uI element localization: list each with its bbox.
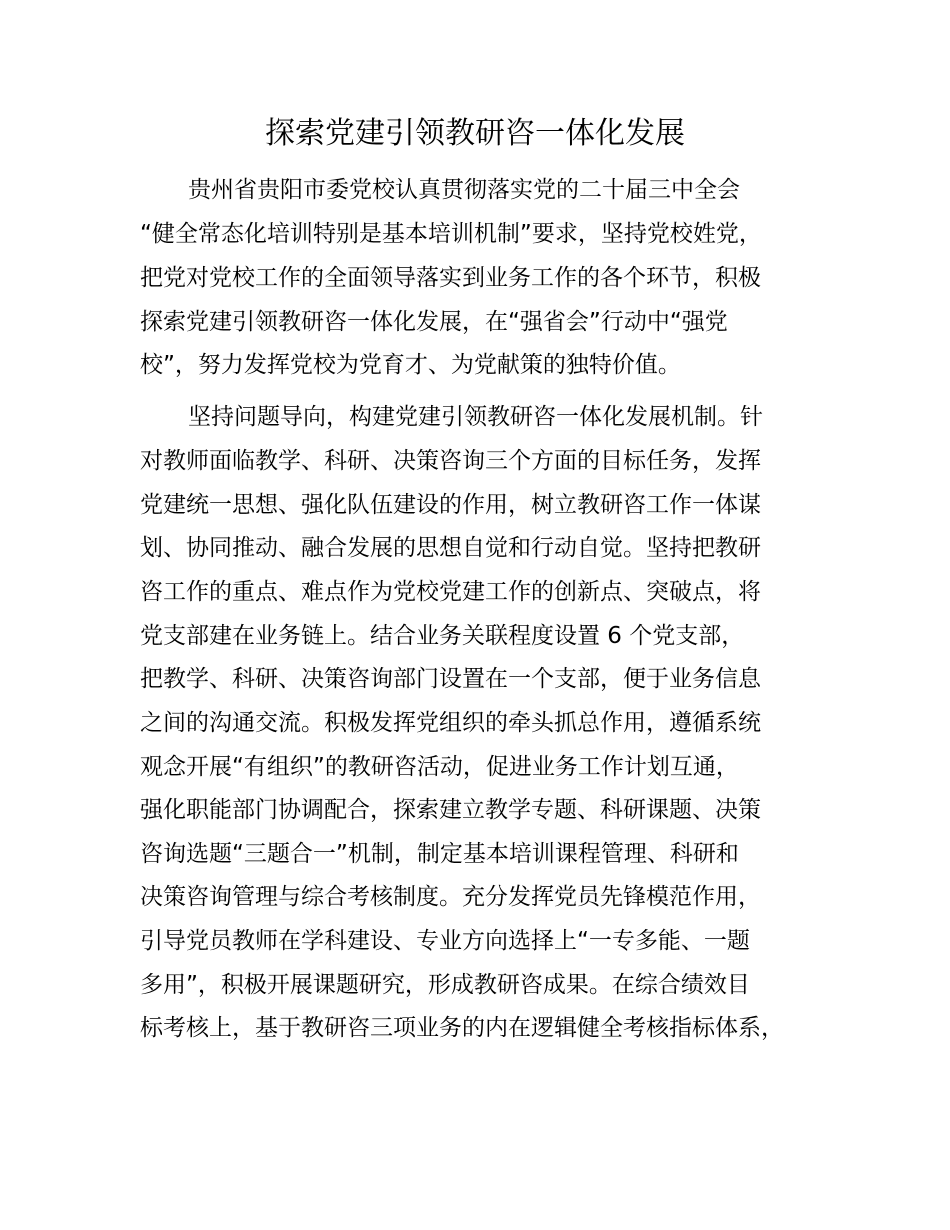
paragraph-line: 坚持问题导向，构建党建引领教研咨一体化发展机制。针	[188, 404, 763, 430]
paragraph-line: 引导党员教师在学科建设、专业方向选择上“一专多能、一题	[140, 928, 750, 954]
paragraph-line: 党支部建在业务链上。结合业务关联程度设置 6 个党支部，	[140, 623, 745, 649]
paragraph-line: 把党对党校工作的全面领导落实到业务工作的各个环节，积极	[140, 265, 761, 291]
paragraph-line: 标考核上，基于教研咨三项业务的内在逻辑健全考核指标体系，	[140, 1015, 784, 1041]
paragraph-line: 贵州省贵阳市委党校认真贯彻落实党的二十届三中全会	[188, 177, 740, 203]
paragraph-line: 咨询选题“三题合一”机制，制定基本培训课程管理、科研和	[140, 841, 739, 867]
paragraph-line: 探索党建引领教研咨一体化发展，在“强省会”行动中“强党	[140, 309, 728, 335]
paragraph-line: 之间的沟通交流。积极发挥党组织的牵头抓总作用，遵循系统	[140, 710, 761, 736]
paragraph-line: 对教师面临教学、科研、决策咨询三个方面的目标任务，发挥	[140, 448, 761, 474]
document-title: 探索党建引领教研咨一体化发展	[265, 116, 685, 151]
paragraph-line: 强化职能部门协调配合，探索建立教学专题、科研课题、决策	[140, 797, 761, 823]
paragraph-line: “健全常态化培训特别是基本培训机制”要求，坚持党校姓党，	[140, 221, 762, 247]
paragraph-line: 观念开展“有组织”的教研咨活动，促进业务工作计划互通，	[140, 754, 739, 780]
paragraph-line: 党建统一思想、强化队伍建设的作用，树立教研咨工作一体谋	[140, 492, 761, 518]
paragraph-line: 把教学、科研、决策咨询部门设置在一个支部，便于业务信息	[140, 666, 761, 692]
paragraph-line: 划、协同推动、融合发展的思想自觉和行动自觉。坚持把教研	[140, 535, 761, 561]
paragraph-line: 多用”，积极开展课题研究，形成教研咨成果。在综合绩效目	[140, 972, 750, 998]
paragraph-line: 决策咨询管理与综合考核制度。充分发挥党员先锋模范作用，	[140, 884, 761, 910]
paragraph-line: 校”，努力发挥党校为党育才、为党献策的独特价值。	[140, 352, 681, 378]
paragraph-line: 咨工作的重点、难点作为党校党建工作的创新点、突破点，将	[140, 579, 761, 605]
